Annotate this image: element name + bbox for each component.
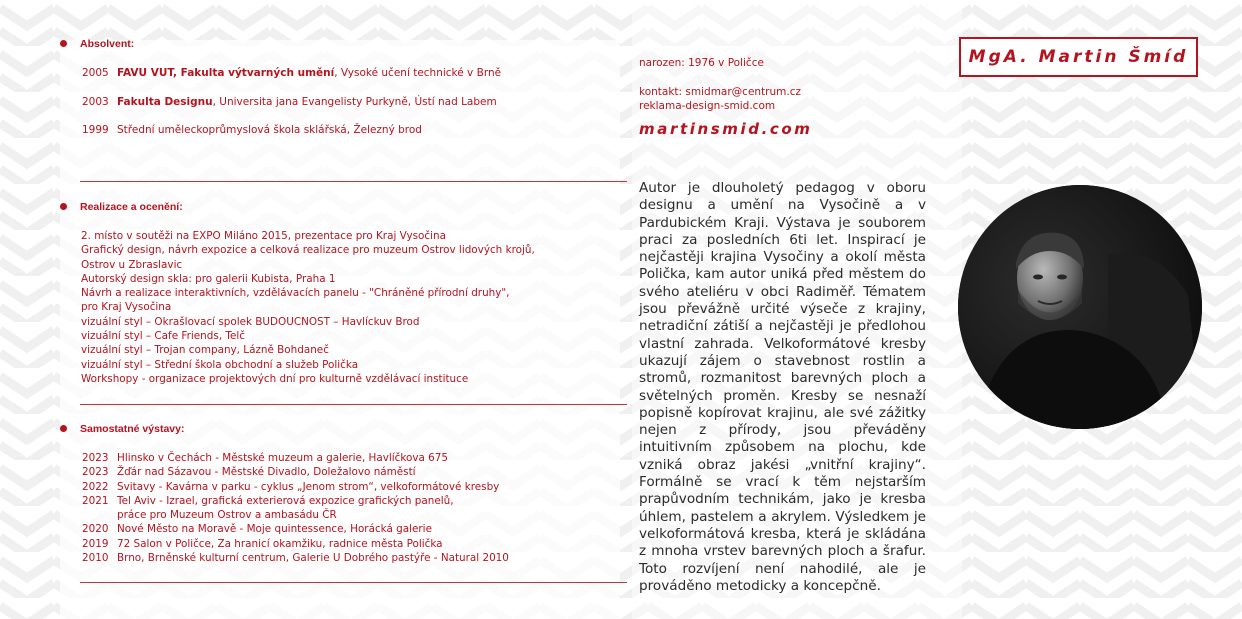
list-item: 2020 Nové Město na Moravě - Moje quintessence, Horácká galerie — [82, 523, 432, 536]
contact-info — [639, 86, 801, 113]
list-item: 2021 Tel Aviv - Izrael, grafická exterierová expozice grafických panelů, — [82, 494, 454, 507]
section-divider — [80, 181, 627, 182]
list-item: práce pro Muzeum Ostrov a ambasádu ČR — [117, 509, 337, 522]
website-link[interactable]: martinsmid.com — [639, 120, 813, 138]
list-item: Autorský design skla: pro galerii Kubista, Praha 1 — [81, 272, 336, 285]
list-item: Workshopy - organizace projektových dní pro kulturně vzdělávací instituce — [81, 372, 469, 385]
awards-heading: Realizace a ocenění: — [60, 201, 183, 213]
list-item: Grafický design, návrh expozice a celková realizace pro muzeum Ostrov lidových krojů, — [81, 244, 535, 257]
list-item: vizuální styl – Trojan company, Lázně Bohdaneč — [81, 344, 329, 357]
list-item: vizuální styl – Střední škola obchodní a služeb Polička — [81, 358, 359, 371]
contact-email[interactable]: kontakt: smidmar@centrum.cz — [639, 86, 801, 98]
education-heading: Absolvent: — [60, 38, 134, 50]
list-item: 2019 72 Salon v Poličce, Za hranicí okamžiku, radnice města Polička — [82, 537, 443, 550]
list-item: 2023 Žďár nad Sázavou - Městské Divadlo, Doležalovo náměstí — [82, 466, 416, 479]
education-item: 1999 Střední uměleckoprůmyslová škola sklářská, Železný brod — [82, 124, 422, 136]
education-item: 2005 FAVU VUT, Fakulta výtvarných umění, Vysoké učení technické v Brně — [82, 67, 502, 79]
section-divider — [80, 404, 627, 405]
bullet-icon — [60, 203, 67, 210]
list-item: 2023 Hlinsko v Čechách - Městské muzeum a galerie, Havlíčkova 675 — [82, 452, 449, 464]
list-item: vizuální styl – Okrašlovací spolek BUDOUCNOST – Havlíckuv Brod — [81, 315, 420, 328]
list-item: 2022 Svitavy - Kavárna v parku - cyklus „Jenom strom“, velkoformátové kresby — [82, 480, 500, 493]
portrait-illustration — [958, 185, 1202, 429]
bullet-icon — [60, 40, 67, 47]
bullet-icon — [60, 425, 67, 432]
biography-text: Autor je dlouholetý pedagog v oboru designu a umění na Vysočině a v Pardubickém Kraji. Výstava je souborem praci za posledních 6ti let. Inspirací je nejčastěji krajina Vysočiny a okolí města Polička, kam autor uniká před městem do svého ateliéru v obci Radiměř. Tématem jsou převážně určité výseče z krajiny, netradiční zátiší a nejčastěji je předlohou vlastní zahrada. Velkoformátové kresby ukazují zájem o stavebnost rostlin a stromů, rozmanitost barevných ploch a světelných proměn. Kresby se nesnaží popisně kopírovat krajinu, ale své zážitky nejen z přírody, jsou převáděny intuitivním způsobem na plochu, kde vzniká obraz jakési „vnitřní krajiny“. Formálně se vrací k těm nejstarším prapůvodním technikám, jako je kresba úhlem, pastelem a akrylem. Výsledkem je velkoformátová kresba, která je skládána z mnoha vrstev barevných ploch a šrafur. Toto rozvíjení není nahodilé, ale je prováděno metodicky a koncepčně. — [639, 180, 926, 594]
exhibitions-heading: Samostatné výstavy: — [60, 423, 184, 435]
list-item: 2. místo v soutěži na EXPO Miláno 2015, prezentace pro Kraj Vysočina — [81, 230, 446, 242]
name-title: MgA. Martin Šmíd — [959, 37, 1198, 77]
list-item: 2010 Brno, Brněnské kulturní centrum, Galerie U Dobrého pastýře - Natural 2010 — [82, 552, 509, 565]
list-item: vizuální styl – Cafe Friends, Telč — [81, 330, 245, 343]
list-item: pro Kraj Vysočina — [81, 301, 172, 314]
contact-website[interactable]: reklama-design-smid.com — [639, 99, 776, 112]
section-divider — [80, 582, 627, 583]
education-item: 2003 Fakulta Designu, Universita jana Evangelisty Purkyně, Ústí nad Labem — [82, 96, 497, 108]
exhibitions-list — [82, 451, 509, 565]
list-item: Návrh a realizace interaktivních, vzdělávacích panelu - "Chráněné přírodní druhy", — [81, 287, 510, 300]
portrait-photo — [958, 185, 1202, 429]
awards-list — [81, 229, 621, 386]
birth-info: narozen: 1976 v Poličce — [639, 57, 764, 69]
list-item: Ostrov u Zbraslavic — [81, 258, 183, 271]
